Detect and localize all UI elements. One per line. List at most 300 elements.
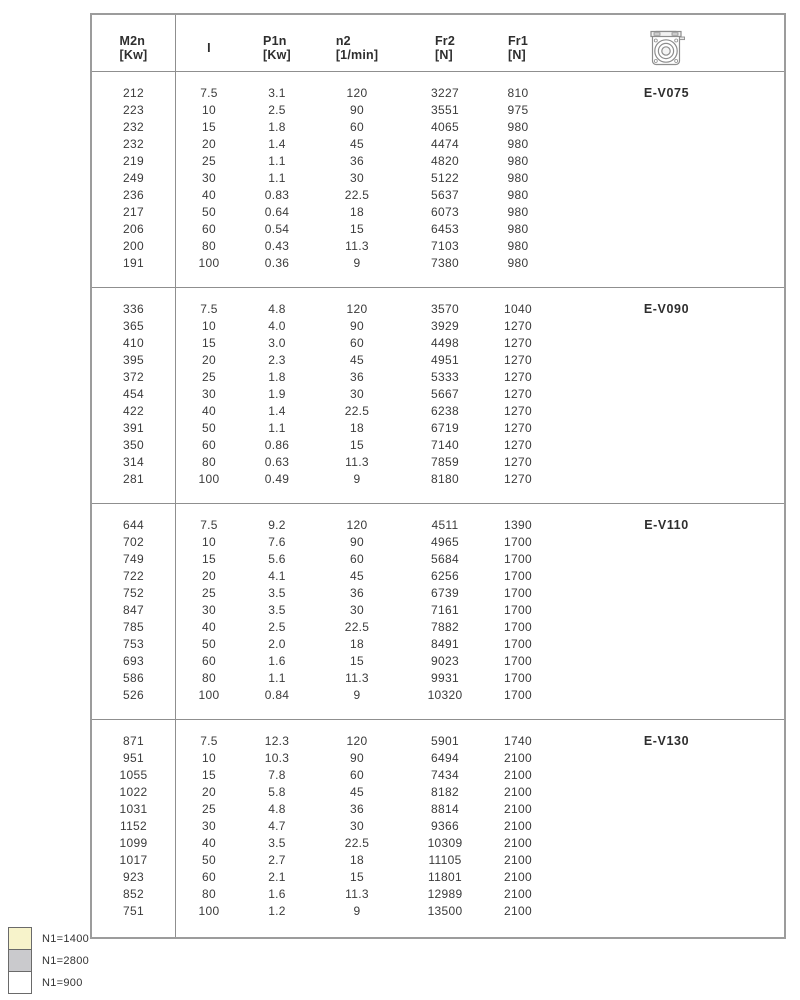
cell-n2 [1/min]: 45 [350, 353, 364, 367]
table-row [92, 653, 784, 670]
header-ratio-label: I [207, 41, 211, 55]
cell-P1n [Kw]: 0.84 [264, 688, 290, 702]
model-label-empty [549, 170, 784, 187]
cell-Fr1 [N]: 980 [507, 171, 529, 185]
table-row [92, 454, 784, 471]
table-row [92, 369, 784, 386]
cell-P1n [Kw]: 0.36 [264, 256, 290, 270]
cell-I: 50 [202, 205, 216, 219]
cell-Fr1 [N]: 1700 [504, 637, 532, 651]
cell-M2n [Kw]: 200 [123, 239, 144, 253]
table-row [92, 335, 784, 352]
table-row [92, 136, 784, 153]
cell-I: 25 [202, 802, 216, 816]
cell-Fr1 [N]: 1270 [504, 404, 532, 418]
cell-Fr2 [N]: 5333 [431, 370, 459, 384]
model-label-empty [549, 568, 784, 585]
cell-n2 [1/min]: 18 [350, 637, 364, 651]
table-row [92, 869, 784, 886]
cell-Fr2 [N]: 5901 [431, 734, 459, 748]
cell-n2 [1/min]: 36 [350, 154, 364, 168]
cell-Fr1 [N]: 1740 [504, 734, 532, 748]
cell-Fr2 [N]: 12989 [427, 887, 463, 901]
model-label-empty [549, 119, 784, 136]
cell-Fr1 [N]: 980 [507, 137, 529, 151]
model-label-empty [549, 619, 784, 636]
cell-Fr2 [N]: 5637 [431, 188, 459, 202]
cell-n2 [1/min]: 30 [350, 387, 364, 401]
cell-n2 [1/min]: 120 [346, 86, 368, 100]
cell-Fr2 [N]: 7161 [431, 603, 459, 617]
legend-label: N1=2800 [42, 954, 90, 967]
table-row [92, 534, 784, 551]
cell-P1n [Kw]: 1.1 [268, 171, 286, 185]
cell-n2 [1/min]: 22.5 [344, 620, 370, 634]
cell-I: 100 [198, 688, 220, 702]
table-row [92, 551, 784, 568]
cell-I: 30 [202, 387, 216, 401]
table-row [92, 750, 784, 767]
cell-M2n [Kw]: 350 [123, 438, 144, 452]
cell-n2 [1/min]: 120 [346, 518, 368, 532]
cell-Fr2 [N]: 3227 [431, 86, 459, 100]
cell-n2 [1/min]: 90 [350, 319, 364, 333]
cell-I: 10 [202, 535, 216, 549]
cell-Fr1 [N]: 980 [507, 239, 529, 253]
cell-Fr2 [N]: 4474 [431, 137, 459, 151]
model-label-empty [549, 136, 784, 153]
table-row [92, 767, 784, 784]
cell-I: 40 [202, 620, 216, 634]
cell-P1n [Kw]: 7.6 [268, 535, 286, 549]
table-row [92, 204, 784, 221]
cell-Fr1 [N]: 2100 [504, 887, 532, 901]
cell-I: 10 [202, 103, 216, 117]
cell-Fr2 [N]: 8180 [431, 472, 459, 486]
cell-n2 [1/min]: 18 [350, 853, 364, 867]
cell-P1n [Kw]: 1.8 [268, 120, 286, 134]
cell-Fr1 [N]: 1270 [504, 353, 532, 367]
cell-M2n [Kw]: 372 [123, 370, 144, 384]
table-row [92, 420, 784, 437]
cell-Fr2 [N]: 6453 [431, 222, 459, 236]
cell-Fr2 [N]: 9931 [431, 671, 459, 685]
cell-M2n [Kw]: 785 [123, 620, 144, 634]
cell-P1n [Kw]: 1.4 [268, 404, 286, 418]
cell-Fr2 [N]: 7859 [431, 455, 459, 469]
cell-n2 [1/min]: 22.5 [344, 836, 370, 850]
table-row [92, 403, 784, 420]
cell-P1n [Kw]: 9.2 [268, 518, 286, 532]
cell-n2 [1/min]: 30 [350, 603, 364, 617]
model-label-empty [549, 454, 784, 471]
model-label-empty [549, 801, 784, 818]
table-row [92, 784, 784, 801]
cell-P1n [Kw]: 10.3 [264, 751, 290, 765]
table-row [92, 619, 784, 636]
cell-Fr2 [N]: 6238 [431, 404, 459, 418]
table-row [92, 602, 784, 619]
cell-Fr1 [N]: 1700 [504, 586, 532, 600]
cell-I: 25 [202, 154, 216, 168]
cell-n2 [1/min]: 11.3 [345, 887, 369, 901]
table-row [92, 352, 784, 369]
cell-Fr2 [N]: 7882 [431, 620, 459, 634]
cell-Fr1 [N]: 980 [507, 188, 529, 202]
table-row [92, 255, 784, 272]
model-label-empty [549, 602, 784, 619]
cell-I: 50 [202, 637, 216, 651]
cell-n2 [1/min]: 11.3 [345, 455, 369, 469]
cell-P1n [Kw]: 7.8 [268, 768, 286, 782]
cell-P1n [Kw]: 2.5 [268, 103, 286, 117]
table-row [92, 636, 784, 653]
cell-I: 15 [202, 768, 216, 782]
cell-M2n [Kw]: 847 [123, 603, 144, 617]
cell-I: 80 [202, 455, 216, 469]
spec-block-E-V130 [92, 720, 784, 936]
table-row [92, 102, 784, 119]
cell-I: 40 [202, 188, 216, 202]
model-label-empty [549, 369, 784, 386]
cell-Fr1 [N]: 2100 [504, 802, 532, 816]
cell-Fr1 [N]: 1270 [504, 336, 532, 350]
cell-M2n [Kw]: 232 [123, 137, 144, 151]
cell-P1n [Kw]: 1.1 [268, 154, 286, 168]
cell-I: 20 [202, 353, 216, 367]
cell-P1n [Kw]: 1.2 [268, 904, 286, 918]
header-fr2-label: Fr2 [434, 34, 456, 48]
cell-Fr2 [N]: 4498 [431, 336, 459, 350]
cell-I: 50 [202, 853, 216, 867]
cell-P1n [Kw]: 5.6 [268, 552, 286, 566]
cell-I: 60 [202, 438, 216, 452]
table-row [92, 153, 784, 170]
cell-n2 [1/min]: 60 [350, 336, 364, 350]
cell-n2 [1/min]: 60 [350, 120, 364, 134]
table-row [92, 835, 784, 852]
model-label-empty [549, 767, 784, 784]
table-row [92, 386, 784, 403]
legend-swatch [8, 949, 32, 972]
model-label-empty [549, 818, 784, 835]
cell-M2n [Kw]: 314 [123, 455, 144, 469]
cell-Fr2 [N]: 10309 [427, 836, 463, 850]
cell-n2 [1/min]: 11.3 [345, 671, 369, 685]
cell-I: 40 [202, 404, 216, 418]
model-label-empty [549, 636, 784, 653]
cell-I: 30 [202, 603, 216, 617]
cell-Fr1 [N]: 2100 [504, 904, 532, 918]
cell-Fr2 [N]: 6739 [431, 586, 459, 600]
cell-P1n [Kw]: 12.3 [264, 734, 290, 748]
cell-Fr2 [N]: 5122 [431, 171, 459, 185]
cell-I: 100 [198, 256, 220, 270]
cell-Fr1 [N]: 1700 [504, 654, 532, 668]
cell-Fr1 [N]: 2100 [504, 785, 532, 799]
cell-n2 [1/min]: 36 [350, 802, 364, 816]
model-label-empty [549, 687, 784, 704]
cell-Fr2 [N]: 7380 [431, 256, 459, 270]
header-n2-unit: [1/min] [335, 48, 379, 62]
header-fr1-label: Fr1 [507, 34, 529, 48]
cell-M2n [Kw]: 644 [123, 518, 144, 532]
model-label-empty [549, 784, 784, 801]
model-label-empty [549, 403, 784, 420]
cell-M2n [Kw]: 1055 [119, 768, 148, 782]
cell-P1n [Kw]: 0.64 [264, 205, 290, 219]
cell-Fr1 [N]: 975 [507, 103, 529, 117]
cell-M2n [Kw]: 693 [123, 654, 144, 668]
header-fr2 [403, 24, 487, 62]
cell-I: 100 [198, 904, 220, 918]
cell-Fr1 [N]: 980 [507, 256, 529, 270]
cell-n2 [1/min]: 30 [350, 819, 364, 833]
cell-Fr1 [N]: 980 [507, 205, 529, 219]
cell-M2n [Kw]: 702 [123, 535, 144, 549]
cell-I: 7.5 [200, 734, 218, 748]
header-n2-label: n2 [335, 34, 351, 48]
model-label-empty [549, 318, 784, 335]
header-icon-cell [549, 18, 784, 68]
cell-n2 [1/min]: 15 [350, 438, 364, 452]
cell-n2 [1/min]: 90 [350, 751, 364, 765]
cell-M2n [Kw]: 586 [123, 671, 144, 685]
cell-P1n [Kw]: 3.5 [268, 586, 286, 600]
cell-P1n [Kw]: 2.1 [268, 870, 286, 884]
cell-Fr2 [N]: 3929 [431, 319, 459, 333]
cell-M2n [Kw]: 232 [123, 120, 144, 134]
cell-n2 [1/min]: 45 [350, 137, 364, 151]
cell-I: 60 [202, 654, 216, 668]
cell-I: 80 [202, 887, 216, 901]
cell-Fr2 [N]: 8491 [431, 637, 459, 651]
cell-Fr2 [N]: 4511 [431, 518, 459, 532]
cell-M2n [Kw]: 1022 [119, 785, 148, 799]
cell-M2n [Kw]: 395 [123, 353, 144, 367]
table-row [92, 585, 784, 602]
cell-I: 50 [202, 421, 216, 435]
cell-M2n [Kw]: 1017 [119, 853, 148, 867]
cell-Fr1 [N]: 1040 [504, 302, 532, 316]
legend-item [8, 927, 89, 950]
cell-P1n [Kw]: 3.1 [268, 86, 286, 100]
cell-Fr2 [N]: 9366 [431, 819, 459, 833]
cell-n2 [1/min]: 9 [353, 688, 361, 702]
cell-Fr1 [N]: 2100 [504, 870, 532, 884]
cell-I: 7.5 [200, 518, 218, 532]
cell-M2n [Kw]: 422 [123, 404, 144, 418]
model-label-empty [549, 903, 784, 920]
cell-P1n [Kw]: 0.86 [264, 438, 290, 452]
cell-Fr1 [N]: 980 [507, 120, 529, 134]
table-row [92, 733, 784, 750]
cell-Fr1 [N]: 1700 [504, 688, 532, 702]
model-label-empty [549, 420, 784, 437]
cell-M2n [Kw]: 951 [123, 751, 144, 765]
cell-n2 [1/min]: 90 [350, 535, 364, 549]
cell-I: 100 [198, 472, 220, 486]
table-row [92, 238, 784, 255]
cell-n2 [1/min]: 15 [350, 870, 364, 884]
cell-P1n [Kw]: 1.9 [268, 387, 286, 401]
cell-M2n [Kw]: 219 [123, 154, 144, 168]
table-body [92, 72, 784, 936]
model-label-empty [549, 653, 784, 670]
table-row [92, 852, 784, 869]
cell-Fr1 [N]: 980 [507, 222, 529, 236]
cell-n2 [1/min]: 60 [350, 552, 364, 566]
cell-P1n [Kw]: 1.4 [268, 137, 286, 151]
cell-M2n [Kw]: 753 [123, 637, 144, 651]
cell-Fr1 [N]: 980 [507, 154, 529, 168]
cell-P1n [Kw]: 0.63 [264, 455, 290, 469]
cell-Fr1 [N]: 1270 [504, 438, 532, 452]
cell-Fr1 [N]: 1270 [504, 387, 532, 401]
cell-P1n [Kw]: 3.5 [268, 836, 286, 850]
table-header-row [92, 15, 784, 72]
cell-P1n [Kw]: 2.0 [268, 637, 286, 651]
model-label-empty [549, 153, 784, 170]
model-label-empty [549, 386, 784, 403]
cell-n2 [1/min]: 9 [353, 472, 361, 486]
spec-block-E-V075 [92, 72, 784, 288]
cell-M2n [Kw]: 281 [123, 472, 144, 486]
cell-P1n [Kw]: 3.0 [268, 336, 286, 350]
cell-M2n [Kw]: 223 [123, 103, 144, 117]
cell-Fr2 [N]: 11105 [428, 853, 462, 867]
cell-P1n [Kw]: 2.3 [268, 353, 286, 367]
model-label-empty [549, 255, 784, 272]
cell-Fr2 [N]: 4965 [431, 535, 459, 549]
table-row [92, 187, 784, 204]
cell-I: 10 [202, 319, 216, 333]
cell-n2 [1/min]: 30 [350, 171, 364, 185]
cell-P1n [Kw]: 4.7 [268, 819, 286, 833]
cell-P1n [Kw]: 0.49 [264, 472, 290, 486]
cell-M2n [Kw]: 249 [123, 171, 144, 185]
cell-n2 [1/min]: 120 [346, 734, 368, 748]
cell-Fr1 [N]: 1700 [504, 569, 532, 583]
legend-swatch [8, 971, 32, 994]
cell-Fr1 [N]: 2100 [504, 768, 532, 782]
cell-I: 80 [202, 239, 216, 253]
cell-n2 [1/min]: 120 [346, 302, 368, 316]
cell-M2n [Kw]: 391 [123, 421, 144, 435]
cell-Fr2 [N]: 11801 [428, 870, 462, 884]
header-fr2-unit: [N] [434, 48, 453, 62]
cell-Fr2 [N]: 4820 [431, 154, 459, 168]
cell-M2n [Kw]: 752 [123, 586, 144, 600]
cell-Fr2 [N]: 7434 [431, 768, 459, 782]
cell-M2n [Kw]: 751 [123, 904, 144, 918]
cell-I: 20 [202, 785, 216, 799]
table-row [92, 471, 784, 488]
cell-Fr1 [N]: 1270 [504, 370, 532, 384]
cell-Fr1 [N]: 1700 [504, 603, 532, 617]
header-fr1-unit: [N] [507, 48, 526, 62]
table-row [92, 437, 784, 454]
table-row [92, 568, 784, 585]
cell-I: 7.5 [200, 86, 218, 100]
cell-Fr2 [N]: 5684 [431, 552, 459, 566]
cell-Fr1 [N]: 1700 [504, 552, 532, 566]
cell-M2n [Kw]: 1099 [119, 836, 148, 850]
cell-Fr1 [N]: 2100 [504, 836, 532, 850]
model-label-empty [549, 869, 784, 886]
table-row [92, 318, 784, 335]
table-row [92, 170, 784, 187]
cell-P1n [Kw]: 0.54 [264, 222, 290, 236]
cell-Fr2 [N]: 3570 [431, 302, 459, 316]
cell-I: 25 [202, 370, 216, 384]
header-m2n [92, 24, 175, 62]
cell-I: 25 [202, 586, 216, 600]
cell-n2 [1/min]: 36 [350, 370, 364, 384]
cell-Fr1 [N]: 1390 [504, 518, 532, 532]
cell-Fr1 [N]: 2100 [504, 853, 532, 867]
cell-I: 15 [202, 120, 216, 134]
cell-P1n [Kw]: 1.1 [268, 671, 286, 685]
cell-M2n [Kw]: 336 [123, 302, 144, 316]
table-row [92, 903, 784, 920]
cell-Fr2 [N]: 4951 [431, 353, 459, 367]
model-label-empty [549, 352, 784, 369]
cell-I: 80 [202, 671, 216, 685]
model-label: E-V090 [643, 302, 690, 316]
cell-M2n [Kw]: 454 [123, 387, 144, 401]
cell-P1n [Kw]: 0.83 [264, 188, 290, 202]
model-label-empty [549, 437, 784, 454]
cell-Fr1 [N]: 1270 [504, 455, 532, 469]
header-p1n-unit: [Kw] [263, 48, 291, 62]
cell-Fr2 [N]: 8814 [431, 802, 459, 816]
cell-I: 60 [202, 870, 216, 884]
model-label: E-V110 [644, 518, 689, 532]
cell-Fr1 [N]: 2100 [504, 819, 532, 833]
cell-P1n [Kw]: 5.8 [268, 785, 286, 799]
cell-P1n [Kw]: 0.43 [264, 239, 290, 253]
cell-M2n [Kw]: 212 [123, 86, 144, 100]
table-row [92, 886, 784, 903]
model-label-empty [549, 551, 784, 568]
cell-n2 [1/min]: 18 [350, 205, 364, 219]
cell-Fr2 [N]: 6494 [431, 751, 459, 765]
cell-P1n [Kw]: 2.5 [268, 620, 286, 634]
cell-Fr2 [N]: 3551 [431, 103, 459, 117]
model-label-empty [549, 471, 784, 488]
cell-P1n [Kw]: 4.1 [268, 569, 286, 583]
cell-M2n [Kw]: 871 [123, 734, 144, 748]
header-m2n-unit: [Kw] [119, 48, 148, 62]
model-label-empty [549, 221, 784, 238]
cell-n2 [1/min]: 11.3 [345, 239, 369, 253]
table-row [92, 85, 784, 102]
model-label-empty [549, 187, 784, 204]
cell-I: 30 [202, 819, 216, 833]
cell-M2n [Kw]: 1152 [119, 819, 147, 833]
cell-Fr2 [N]: 9023 [431, 654, 459, 668]
cell-P1n [Kw]: 1.6 [268, 887, 286, 901]
spec-block-E-V110 [92, 504, 784, 720]
cell-Fr2 [N]: 6256 [431, 569, 459, 583]
cell-I: 20 [202, 137, 216, 151]
cell-Fr1 [N]: 810 [507, 86, 529, 100]
cell-M2n [Kw]: 365 [123, 319, 144, 333]
model-label-empty [549, 835, 784, 852]
cell-Fr2 [N]: 8182 [431, 785, 459, 799]
cell-M2n [Kw]: 1031 [119, 802, 148, 816]
